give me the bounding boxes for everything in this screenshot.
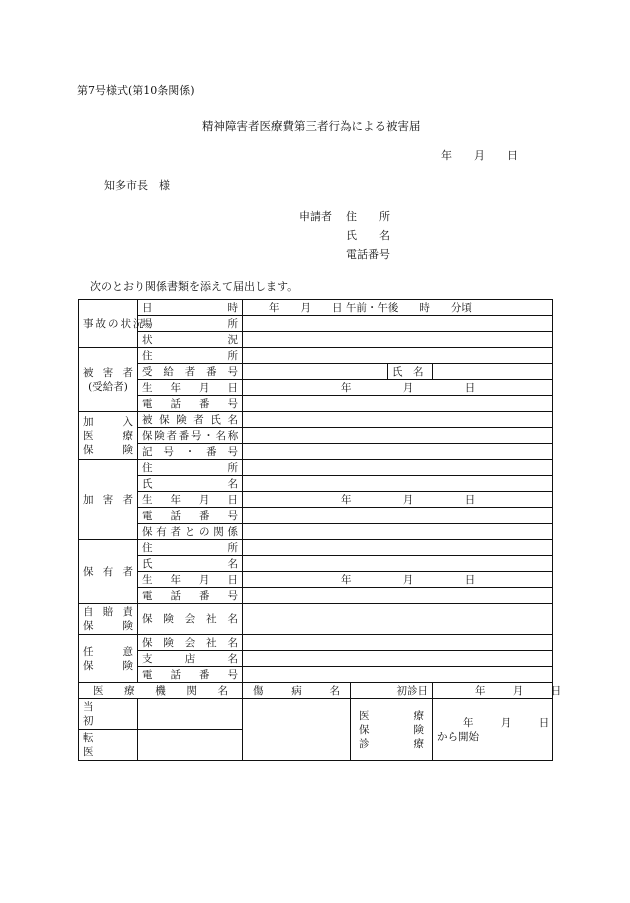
applicant-address-label: 住 所 (346, 210, 390, 223)
owner-birth-label: 生年月日 (138, 572, 243, 588)
victim-address-field[interactable] (243, 348, 553, 364)
victim-group-label: 被害者 (受給者) (79, 348, 138, 412)
victim-phone-label: 電話番号 (138, 396, 243, 412)
accident-place-label: 場所 (138, 316, 243, 332)
perpetrator-address-field[interactable] (243, 460, 553, 476)
accident-situation-label: 状況 (138, 332, 243, 348)
owner-birth-field[interactable]: 年 月 日 (243, 572, 553, 588)
addressee: 知多市長 様 (104, 179, 170, 192)
transfer-institution-field[interactable] (138, 730, 243, 761)
perpetrator-name-field[interactable] (243, 476, 553, 492)
first-visit-field[interactable]: 年 月 日 (433, 683, 553, 699)
victim-address-label: 住所 (138, 348, 243, 364)
first-institution-field[interactable] (138, 699, 243, 730)
voluntary-branch-field[interactable] (243, 651, 553, 667)
disease-field[interactable] (243, 699, 351, 761)
victim-name-field[interactable] (433, 364, 553, 380)
victim-birth-field[interactable]: 年 月 日 (243, 380, 553, 396)
institution-header: 医療機関名 (79, 683, 243, 699)
insurance-group-label: 加入 医療 保険 (79, 412, 138, 460)
voluntary-company-field[interactable] (243, 635, 553, 651)
voluntary-company-label: 保険会社名 (138, 635, 243, 651)
owner-name-field[interactable] (243, 556, 553, 572)
insured-name-label: 被保険者氏名 (138, 412, 243, 428)
applicant-name-label: 氏 名 (346, 229, 390, 242)
perpetrator-birth-field[interactable]: 年 月 日 (243, 492, 553, 508)
intro-text: 次のとおり関係書類を添えて届出します。 (90, 280, 299, 293)
first-visit-header: 初診日 (351, 683, 433, 699)
treatment-label: 医療 保険 診療 (351, 699, 433, 761)
first-institution-label: 当 初 (79, 699, 138, 730)
voluntary-phone-label: 電話番号 (138, 667, 243, 683)
perpetrator-name-label: 氏名 (138, 476, 243, 492)
owner-address-field[interactable] (243, 540, 553, 556)
insurer-field[interactable] (243, 428, 553, 444)
perpetrator-phone-label: 電話番号 (138, 508, 243, 524)
perpetrator-relation-field[interactable] (243, 524, 553, 540)
symbol-number-field[interactable] (243, 444, 553, 460)
owner-name-label: 氏名 (138, 556, 243, 572)
jibaiseki-company-field[interactable] (243, 604, 553, 635)
perpetrator-address-label: 住所 (138, 460, 243, 476)
victim-name-label: 氏 名 (388, 364, 433, 380)
accident-datetime-label: 日時 (138, 300, 243, 316)
jibaiseki-company-label: 保険会社名 (138, 604, 243, 635)
perpetrator-relation-label: 保有者との関係 (138, 524, 243, 540)
victim-phone-field[interactable] (243, 396, 553, 412)
owner-phone-field[interactable] (243, 588, 553, 604)
form-number: 第7号様式(第10条関係) (77, 84, 195, 97)
voluntary-branch-label: 支店名 (138, 651, 243, 667)
accident-group-label: 事故の状況 (79, 300, 138, 348)
submission-date: 年 月 日 (441, 149, 518, 162)
owner-phone-label: 電話番号 (138, 588, 243, 604)
treatment-start-field[interactable]: 年 月 日 から開始 (433, 699, 553, 761)
accident-place-field[interactable] (243, 316, 553, 332)
insurer-label: 保険者番号・名称 (138, 428, 243, 444)
transfer-institution-label: 転 医 (79, 730, 138, 761)
disease-header: 傷病名 (243, 683, 351, 699)
symbol-number-label: 記号・番号 (138, 444, 243, 460)
accident-situation-field[interactable] (243, 332, 553, 348)
report-form-table (78, 299, 562, 761)
perpetrator-group-label: 加害者 (79, 460, 138, 540)
voluntary-phone-field[interactable] (243, 667, 553, 683)
perpetrator-birth-label: 生年月日 (138, 492, 243, 508)
victim-recipient-no-field[interactable] (243, 364, 388, 380)
perpetrator-phone-field[interactable] (243, 508, 553, 524)
applicant-phone-label: 電話番号 (346, 248, 390, 261)
victim-recipient-no-label: 受給者番号 (138, 364, 243, 380)
form-title: 精神障害者医療費第三者行為による被害届 (202, 119, 421, 133)
owner-address-label: 住所 (138, 540, 243, 556)
owner-group-label: 保有者 (79, 540, 138, 604)
voluntary-group-label: 任意 保険 (79, 635, 138, 683)
victim-birth-label: 生年月日 (138, 380, 243, 396)
insured-name-field[interactable] (243, 412, 553, 428)
accident-datetime-value[interactable]: 年 月 日 午前・午後 時 分頃 (243, 300, 553, 316)
jibaiseki-group-label: 自賠責 保険 (79, 604, 138, 635)
applicant-label: 申請者 (299, 210, 332, 223)
